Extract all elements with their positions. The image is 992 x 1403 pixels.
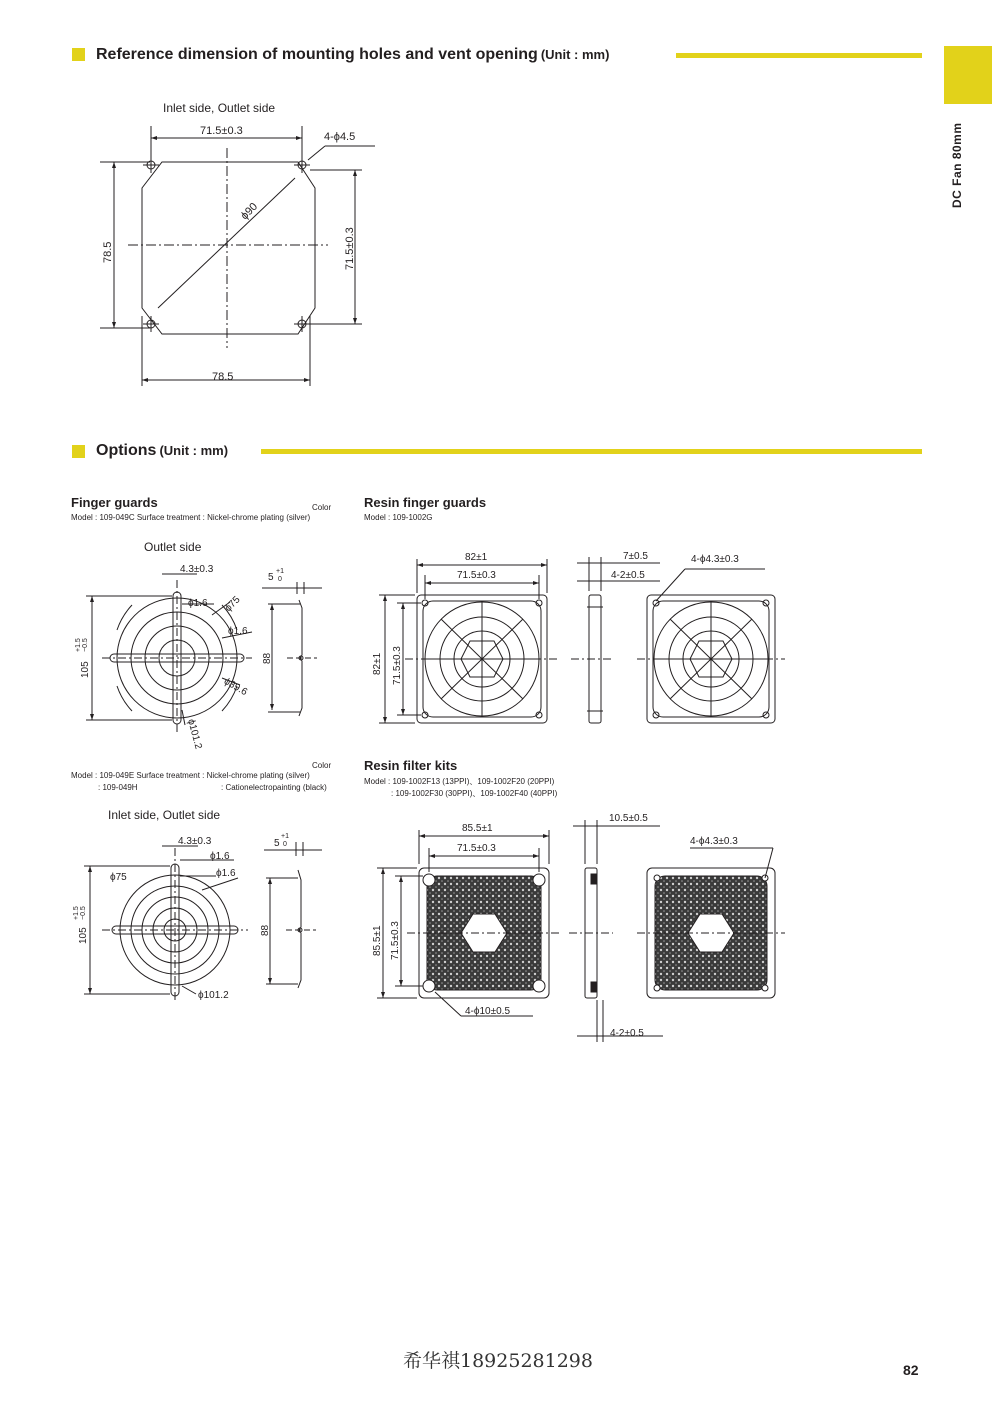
rg-dim-thin: 4-2±0.5 bbox=[611, 570, 645, 581]
fg-dim-height: 105 bbox=[80, 661, 91, 678]
fg2-tol-up: +1.5 bbox=[73, 906, 80, 920]
fg2-tol-down: −0.5 bbox=[80, 906, 87, 920]
fg2-dim-d3: ϕ75 bbox=[110, 872, 127, 883]
fg2-depth-tol-down: 0 bbox=[283, 841, 287, 848]
vent-outline bbox=[142, 162, 315, 334]
finger-guards-caption: Outlet side bbox=[144, 540, 202, 554]
finger-guards-title: Finger guards bbox=[71, 495, 158, 510]
ref-dim-left: 78.5 bbox=[102, 241, 114, 263]
fg-tol-down: −0.5 bbox=[82, 638, 89, 652]
fg-dim-d6: ϕ101.2 bbox=[185, 717, 204, 751]
ref-dim-top: 71.5±0.3 bbox=[200, 125, 243, 137]
rg-dim-left-inner: 71.5±0.3 bbox=[392, 646, 403, 685]
fg2-dim-depth: 5 bbox=[274, 838, 280, 849]
rf-dim-holes: 4-ϕ4.3±0.3 bbox=[690, 836, 738, 847]
fg-dim-d4: ϕ1.6 bbox=[228, 626, 248, 637]
fg-tol-up: +1.5 bbox=[75, 638, 82, 652]
resin-filters-model1: Model : 109-1002F13 (13PPI)、109-1002F20 (20PPI) bbox=[364, 777, 555, 786]
finger-guard-drawing bbox=[72, 560, 337, 760]
fg-dim-d1: 4.3±0.3 bbox=[180, 564, 214, 575]
rf-dim-left-outer: 85.5±1 bbox=[372, 925, 383, 956]
rf-dim-thick: 10.5±0.5 bbox=[609, 813, 648, 824]
fg2-dim-d2: ϕ1.6 bbox=[210, 851, 230, 862]
fg-side-h: 88 bbox=[262, 652, 273, 664]
resin-guards-model: Model : 109-1002G bbox=[364, 513, 433, 522]
rf-dim-inner: 71.5±0.3 bbox=[457, 843, 496, 854]
fg-dim-depth: 5 bbox=[268, 572, 274, 583]
ref-dim-right: 71.5±0.3 bbox=[344, 227, 356, 270]
finger-guards2-model: Model : 109-049E Surface treatment : Nickel-chrome plating (silver) bbox=[71, 771, 310, 780]
fg2-dim-d1: 4.3±0.3 bbox=[178, 836, 212, 847]
ref-dim-bottom: 78.5 bbox=[212, 371, 234, 383]
finger-guards2-model2b: : Cationelectropainting (black) bbox=[221, 783, 327, 792]
resin-filters-model2: : 109-1002F30 (30PPI)、109-1002F40 (40PPI) bbox=[391, 789, 558, 798]
resin-guards-title: Resin finger guards bbox=[364, 495, 487, 510]
fg-dim-d2: ϕ1.6 bbox=[188, 598, 208, 609]
resin-guard-drawing bbox=[365, 545, 790, 730]
rg-dim-thick: 7±0.5 bbox=[623, 551, 648, 562]
rf-dim-bosses: 4-ϕ10±0.5 bbox=[465, 1006, 511, 1017]
page-number: 82 bbox=[903, 1362, 919, 1378]
section-title-options: Options (Unit : mm) bbox=[96, 442, 229, 459]
section-title-reference: Reference dimension of mounting holes and vent opening (Unit : mm) bbox=[96, 46, 610, 63]
sidebar-label: DC Fan 80mm bbox=[950, 122, 964, 208]
rg-dim-left-outer: 82±1 bbox=[372, 652, 383, 675]
ref-dim-dia: ϕ90 bbox=[238, 200, 261, 223]
fg2-depth-tol-up: +1 bbox=[281, 833, 289, 840]
resin-filter-drawing bbox=[365, 810, 790, 1050]
fg-depth-tol-up: +1 bbox=[276, 568, 284, 575]
ref-dim-holes: 4-ϕ4.5 bbox=[324, 131, 356, 143]
rf-dim-thin: 4-2±0.5 bbox=[610, 1028, 644, 1039]
finger-guard2-drawing bbox=[72, 828, 337, 1008]
finger-guards-model: Model : 109-049C Surface treatment : Nickel-chrome plating (silver) bbox=[71, 513, 311, 522]
ref-caption: Inlet side, Outlet side bbox=[163, 101, 276, 115]
resin-filters-title: Resin filter kits bbox=[364, 758, 458, 773]
reference-drawing bbox=[90, 118, 390, 393]
rf-dim-left-inner: 71.5±0.3 bbox=[390, 921, 401, 960]
rg-dim-inner: 71.5±0.3 bbox=[457, 570, 496, 581]
section-rule bbox=[676, 53, 922, 58]
fg2-dim-height: 105 bbox=[78, 927, 89, 944]
fg2-dim-d4: ϕ1.6 bbox=[216, 868, 236, 879]
fg-dim-d3: ϕ75 bbox=[222, 594, 243, 615]
sidebar-tab bbox=[944, 46, 992, 104]
finger-guards2-caption: Inlet side, Outlet side bbox=[108, 808, 221, 822]
rg-dim-outer: 82±1 bbox=[465, 552, 488, 563]
finger-guards2-model2: : 109-049H bbox=[98, 783, 138, 792]
fg2-dim-d6: ϕ101.2 bbox=[198, 990, 229, 1001]
section-rule bbox=[261, 449, 922, 454]
section-marker bbox=[72, 445, 85, 458]
rg-dim-holes: 4-ϕ4.3±0.3 bbox=[691, 554, 739, 565]
color-label: Color bbox=[312, 503, 332, 512]
color-label: Color bbox=[312, 761, 332, 770]
fg-depth-tol-down: 0 bbox=[278, 576, 282, 583]
fg-dim-d5: ϕ39.6 bbox=[221, 676, 250, 699]
fg2-side-h: 88 bbox=[260, 924, 271, 936]
watermark: 希华祺18925281298 bbox=[403, 1350, 593, 1372]
rf-dim-outer: 85.5±1 bbox=[462, 823, 493, 834]
section-marker bbox=[72, 48, 85, 61]
